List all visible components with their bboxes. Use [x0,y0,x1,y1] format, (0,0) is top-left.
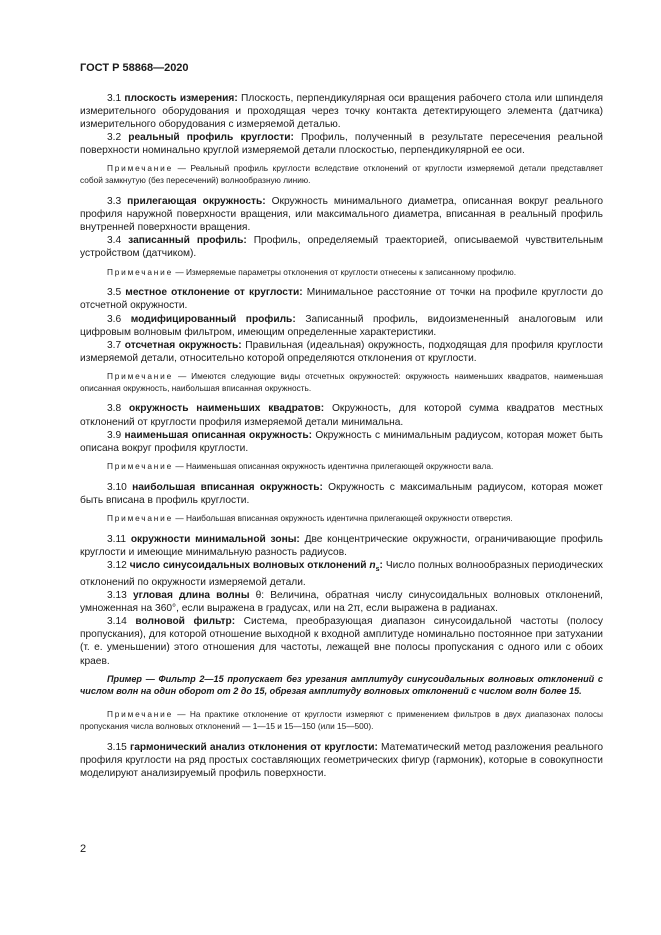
term-definition: Записанный профиль, видоизмененный аналоговым или цифровым волновым фильтром, имеющим определенные характеристики. [80,313,603,338]
clause-number: 3.2 [107,132,122,144]
term-definition: Правильная (идеальная) окружность, подходящая для профиля круглости измеряемой детали, относительно которой определяются отклонения от круглости. [80,339,603,364]
term-3-7 [80,339,603,365]
term-name: плоскость измерения: [124,93,238,104]
note-text: — Измеряемые параметры отклонения от круглости отнесены к записанному профилю. [175,266,517,277]
term-3-10 [80,481,603,507]
clause-number: 3.7 [107,339,122,351]
note-3-9 [80,461,603,473]
clause-number: 3.11 [107,533,127,545]
term-colon: : [379,559,383,571]
term-definition: Математический метод разложения реального профиля круглости на ряд простых составляющих геометрических фигур (гармоник), которые в совокупности моделируют анализируемый профиль поверхности. [80,741,604,779]
term-name: модифицированный профиль: [130,313,296,325]
note-label: Примечание [107,266,174,277]
term-definition: Окружность минимального диаметра, описанная вокруг реального профиля наружной поверхности вращения, или максимального диаметра, вписанная в реальный профиль внутренней поверхности вращения. [80,196,603,234]
term-definition: Система, преобразующая диапазон синусоидальной частоты (полосу пропускания), для которой отношение выходной к входной амплитуде номинально постоянное при затухании (т. е. уменьшении) этого отношения для частоты, лежащей вне полосы пропускания с одного или с обоих краев. [80,616,603,667]
term-3-8 [80,402,603,428]
term-name: число синусоидальных волновых отклонений [129,559,367,571]
note-text: — Наибольшая вписанная окружность идентична прилегающей окружности отверстия. [175,512,513,523]
clause-number: 3.4 [107,235,122,247]
term-3-1 [80,92,603,131]
note-3-10 [80,513,603,525]
term-name: записанный профиль: [128,235,247,247]
term-name: гармонический анализ отклонения от круглости: [129,741,378,753]
clause-number: 3.5 [107,287,122,299]
clause-number: 3.10 [107,481,127,493]
note-3-14 [80,709,603,733]
term-definition: Две концентрические окружности, ограничивающие профиль круглости и имеющие минимальную разность радиусов. [80,533,603,558]
clause-number: 3.9 [107,429,122,441]
term-definition: θ: Величина, обратная числу синусоидальных волновых отклонений, умноженная на 360°, если выражена в градусах, или на 2π, если выражена в радианах. [80,590,603,615]
note-label: Примечание [107,460,174,471]
term-name: наименьшая описанная окружность: [124,429,313,441]
clause-number: 3.13 [107,590,127,602]
term-definition: Минимальное расстояние от точки на профиле круглости до отсчетной окружности. [80,287,603,312]
note-3-2 [80,163,603,187]
term-name: волновой фильтр: [135,616,236,628]
term-3-3 [80,195,603,234]
clause-number: 3.6 [107,313,122,325]
term-symbol-subscript: s [375,565,380,573]
term-definition: Плоскость, перпендикулярная оси вращения рабочего стола или шпинделя измерительного оборудования и проходящая через точку контакта детектирующего элемента (датчика) измерительного оборудования с измеряемой деталью. [80,93,603,131]
note-label: Примечание [107,370,174,381]
clause-number: 3.8 [107,403,122,415]
note-label: Примечание [107,163,174,174]
term-3-5 [80,286,603,312]
note-label: Примечание [107,512,174,523]
page-content [80,92,603,780]
term-3-6 [80,313,603,339]
term-name: отсчетная окружность: [124,339,242,351]
term-name: окружность наименьших квадратов: [128,403,325,415]
note-3-4 [80,267,603,279]
document-code: ГОСТ Р 58868—2020 [80,62,189,74]
term-name: окружности минимальной зоны: [130,533,300,545]
clause-number: 3.14 [107,616,127,628]
clause-number: 3.3 [107,196,122,208]
term-definition: Число полных волнообразных периодических отклонений по окружности измеряемой детали. [80,559,603,588]
term-3-15 [80,741,603,780]
note-3-7 [80,371,603,395]
note-text: — На практике отклонение от круглости измеряют с применением фильтров в двух диапазонах полосы пропускания числа волновых отклонений — 1—15 и 15—150 (или 15—500). [80,709,603,731]
term-3-13 [80,589,603,615]
term-symbol: n [369,559,376,571]
term-definition: Профиль, полученный в результате пересечения реальной поверхности номинально круглой измеряемой детали плоскостью, перпендикулярной ее оси. [80,132,603,157]
note-text: — Наименьшая описанная окружность идентична прилегающей окружности вала. [175,460,494,471]
term-3-4 [80,234,603,260]
term-3-11 [80,533,603,559]
term-name: наибольшая вписанная окружность: [132,481,323,493]
clause-number: 3.12 [107,559,127,571]
clause-number: 3.15 [107,741,127,753]
term-name: прилегающая окружность: [127,196,266,208]
term-definition: Окружность с максимальным радиусом, которая может быть вписана в профиль круглости. [80,481,603,506]
term-definition: Окружность, для которой сумма квадратов местных отклонений от круглости профиля измеряемой детали минимальна. [80,403,603,428]
term-3-12 [80,559,603,589]
example-3-14: Пример — Фильтр 2—15 пропускает без урезания амплитуду синусоидальных волновых отклонений с числом волн на один оборот от 2 до 15, обрезая амплитуду волновых отклонений с числом волн более 15. [80,673,603,696]
term-definition: Профиль, определяемый траекторией, описываемой чувствительным устройством (датчиком). [80,235,603,260]
term-name: реальный профиль круглости: [128,132,294,144]
term-definition: Окружность с минимальным радиусом, которая может быть описана вокруг профиля круглости. [80,429,603,454]
term-3-14 [80,615,603,667]
clause-number: 3.1 [107,93,122,104]
page-number: 2 [80,843,87,855]
term-3-9 [80,429,603,455]
term-3-2 [80,131,603,157]
term-name: угловая длина волны [132,590,250,602]
note-text: — Имеются следующие виды отсчетных окружностей: окружность наименьших квадратов, наименьшая описанная окружность, наибольшая вписанная окружность. [80,370,603,393]
term-name: местное отклонение от круглости: [125,287,303,299]
note-text: — Реальный профиль круглости вследствие отклонений от круглости измеряемой детали представляет собой замкнутую (без пересечений) волнообразную линию. [80,163,604,186]
note-label: Примечание [107,709,174,720]
